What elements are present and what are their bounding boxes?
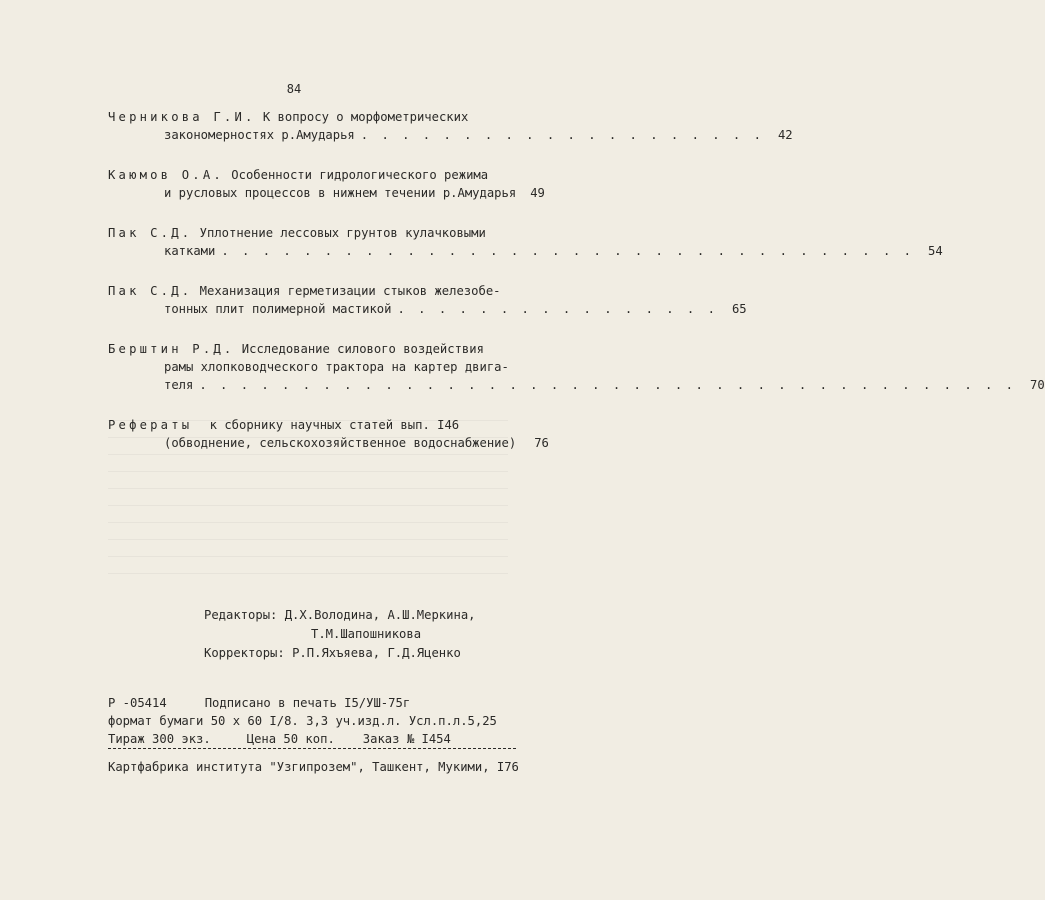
toc-title-line: к сборнику научных статей вып. I46 [209,418,460,432]
dashed-divider [108,748,516,749]
imprint-circulation: Тираж 300 экз. [108,732,211,746]
toc-title-line: Уплотнение лессовых грунтов кулачковыми [199,226,486,240]
leader-dots: . . . . . . . . . . . . . . . . . . . . . . . . . . . . . . . . . . [221,244,914,258]
toc-entry [108,224,943,260]
toc-page-ref: 76 [534,436,549,450]
printer-footer: Картфабрика института "Узгипрозем", Ташкент, Мукими, I76 [108,760,519,774]
toc-entry [108,108,793,144]
table-of-contents [108,108,1045,474]
toc-title-line: (обводнение, сельскохозяйственное водоснабжение) [164,436,517,450]
correctors-label: Корректоры: [204,646,285,660]
imprint-code: Р -05414 [108,696,167,710]
toc-title-line: тонных плит полимерной мастикой [164,302,392,316]
editors-label: Редакторы: [204,608,278,622]
toc-author: Пак С.Д. [108,284,193,298]
toc-entry [108,166,545,202]
toc-page-ref: 70 [1030,378,1045,392]
toc-entry [108,282,747,318]
toc-page-ref: 42 [777,128,793,142]
toc-title-line: Механизация герметизации стыков железобе- [199,284,501,298]
editors-names-continued: Т.М.Шапошникова [311,627,422,641]
credits-block [204,606,476,663]
toc-page-ref: 65 [731,302,747,316]
imprint-format: формат бумаги 50 х 60 I/8. 3,3 уч.изд.л. Усл.п.л.5,25 [108,714,497,728]
toc-title-line: рамы хлопководческого трактора на картер двига- [164,360,509,374]
imprint-price: Цена 50 коп. [246,732,335,746]
imprint-signed: Подписано в печать I5/УШ-75г [204,696,411,710]
correctors-names: Р.П.Яхъяева, Г.Д.Яценко [292,646,461,660]
toc-title-line: теля [164,378,194,392]
imprint-order: Заказ № I454 [362,732,451,746]
page-number: 84 [286,82,302,96]
toc-title-line: закономерностях р.Амударья [164,128,355,142]
toc-page-ref: 54 [928,244,943,258]
toc-title-line: Исследование силового воздействия [241,342,484,356]
toc-title-line: и русловых процессов в нижнем течении р.Амударья [164,186,517,200]
leader-dots: . . . . . . . . . . . . . . . . . . . . [360,128,764,142]
imprint-block [108,694,497,748]
toc-title-line: Особенности гидрологического режима [231,168,489,182]
toc-author: Черникова Г.И. [108,110,256,124]
toc-author: Пак С.Д. [108,226,193,240]
toc-author: Каюмов О.А. [108,168,224,182]
toc-author: Рефераты [108,418,193,432]
leader-dots: . . . . . . . . . . . . . . . . . . . . . . . . . . . . . . . . . . . . . . . . [199,378,1017,392]
editors-names: Д.Х.Володина, А.Ш.Меркина, [284,608,476,622]
toc-page-ref: 49 [530,186,545,200]
toc-entry [108,340,1045,394]
toc-author: Берштин Р.Д. [108,342,235,356]
toc-title-line: К вопросу о морфометрических [262,110,469,124]
toc-title-line: катками [164,244,216,258]
toc-entry [108,416,549,452]
leader-dots: . . . . . . . . . . . . . . . . [397,302,718,316]
